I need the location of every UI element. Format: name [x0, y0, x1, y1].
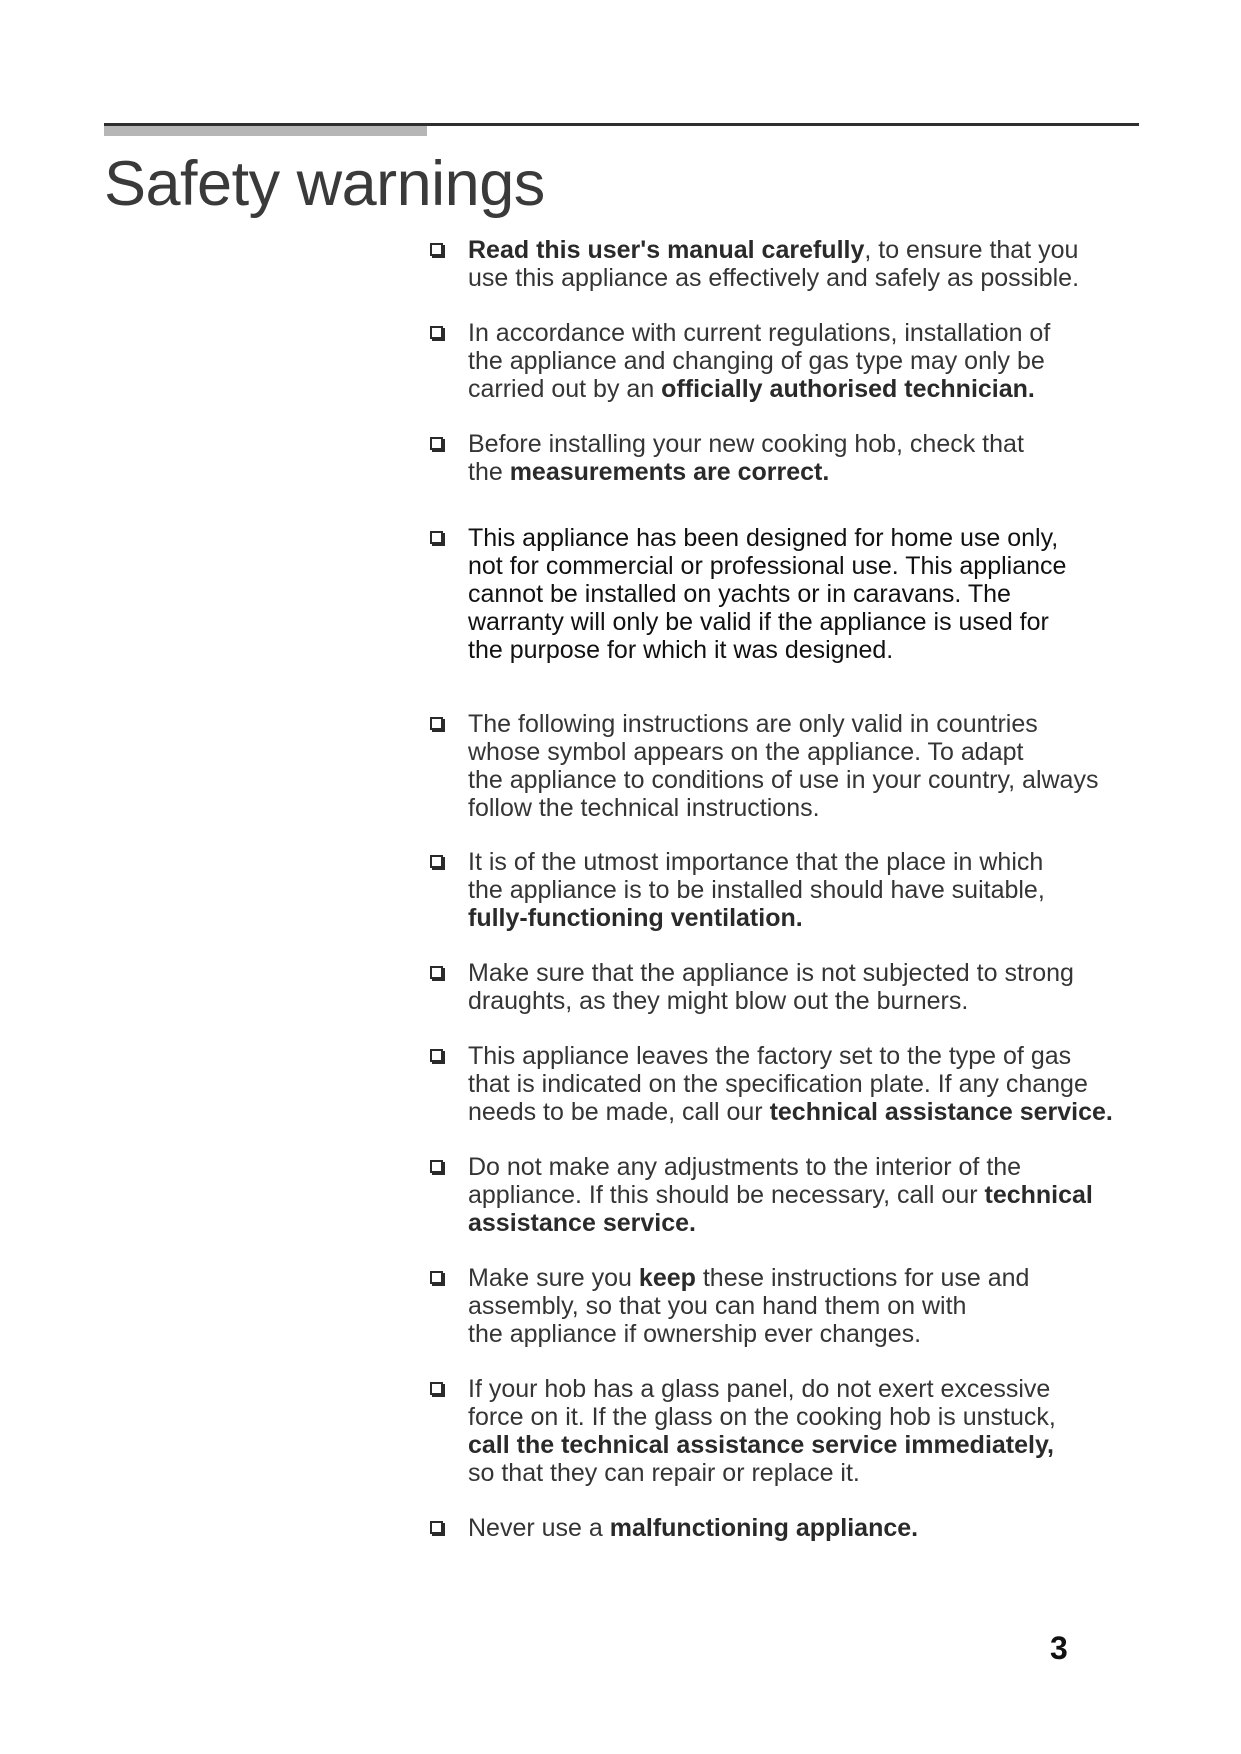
page-number: 3 — [1050, 1630, 1068, 1666]
page-title: Safety warnings — [104, 149, 545, 219]
checkbox-icon — [430, 966, 443, 979]
checkbox-icon — [430, 717, 443, 730]
checkbox-icon — [430, 1382, 443, 1395]
header-rule-accent — [104, 126, 427, 136]
checkbox-icon — [430, 437, 443, 450]
checkbox-icon — [430, 1049, 443, 1062]
checkbox-icon — [430, 243, 443, 256]
checkbox-icon — [430, 1521, 443, 1534]
checkbox-icon — [430, 1160, 443, 1173]
checkbox-icon — [430, 855, 443, 868]
checkbox-icon — [430, 531, 443, 544]
checkbox-icon — [430, 1271, 443, 1284]
checkbox-icon — [430, 326, 443, 339]
